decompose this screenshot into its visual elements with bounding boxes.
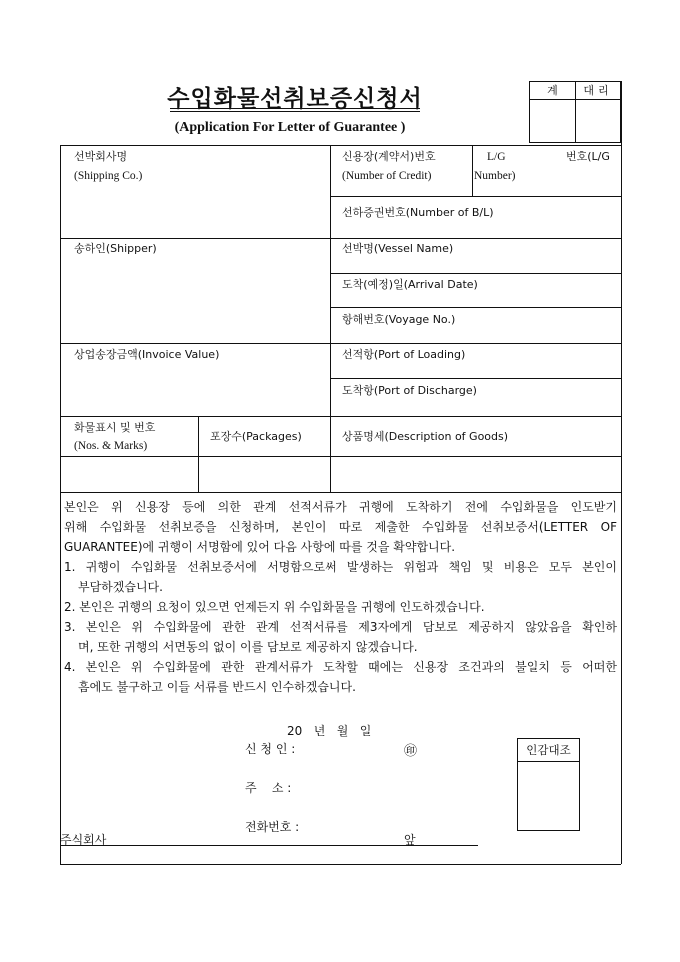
- seal-compare-label: 인감대조: [518, 739, 579, 762]
- goods-description-label: 상품명세(Description of Goods): [342, 430, 509, 443]
- table-border-left: [60, 145, 61, 864]
- marks-label: 화물표시 및 번호: [74, 421, 156, 434]
- approval-divider: [575, 100, 576, 142]
- lg-label: L/G: [487, 151, 506, 163]
- seal-mark: ㊞: [404, 744, 418, 759]
- vessel-label: 선박명(Vessel Name): [342, 242, 454, 255]
- row-divider: [60, 456, 621, 457]
- intro-line: 본인은 위 신용장 등에 의한 관계 선적서류가 귀행에 도착하기 전에 수입화물을 인도받기: [64, 500, 617, 514]
- form-subtitle: (Application For Letter of Guarantee ): [174, 120, 406, 135]
- packages-label: 포장수(Packages): [210, 430, 302, 443]
- approval-col-manager: 대리: [576, 82, 620, 100]
- column-divider: [472, 145, 473, 196]
- seal-compare-box: [517, 738, 580, 831]
- clause-3-cont: 며, 또한 귀행의 서면동의 없이 이를 담보로 제공하지 않겠습니다.: [78, 640, 418, 654]
- intro-line: GUARANTEE)에 귀행이 서명함에 있어 다음 사항에 따를 것을 확약합니다.: [64, 540, 456, 554]
- credit-no-label-en: (Number of Credit): [342, 170, 432, 182]
- row-divider: [60, 492, 621, 493]
- invoice-value-label: 상업송장금액(Invoice Value): [74, 348, 220, 361]
- clause-4: 4. 본인은 위 수입화물에 관한 관계서류가 도착할 때에는 신용장 조건과의 불일치 등 어떠한: [64, 660, 617, 674]
- company-label: 주식회사: [60, 833, 107, 847]
- row-divider: [60, 416, 621, 417]
- shipper-label: 송하인(Shipper): [74, 242, 157, 255]
- row-divider: [330, 307, 621, 308]
- clause-3: 3. 본인은 위 수입화물에 관한 관계 선적서류를 제3자에게 담보로 제공하지 않았음을 확인하: [64, 620, 617, 634]
- clause-2: 2. 본인은 귀행의 요청이 있으면 언제든지 위 수입화물을 귀행에 인도하겠습니다.: [64, 600, 485, 614]
- row-divider: [330, 378, 621, 379]
- approval-box: [529, 81, 621, 143]
- table-border-bottom: [60, 864, 621, 865]
- column-divider: [330, 145, 331, 492]
- undertaking-text: [64, 497, 617, 697]
- lg-no-label: 번호(L/G: [566, 150, 610, 163]
- phone-label: 전화번호 :: [245, 820, 300, 834]
- clause-4-cont: 흠에도 불구하고 이들 서류를 반드시 인수하겠습니다.: [78, 680, 356, 694]
- intro-line: 위해 수입화물 선취보증을 신청하며, 본인이 따로 제출한 수입화물 선취보증서(LETTER OF: [64, 520, 617, 534]
- address-label: 주 소 :: [245, 781, 292, 795]
- shipping-co-label-en: (Shipping Co.): [74, 170, 143, 182]
- row-divider: [60, 343, 621, 344]
- arrival-date-label: 도착(예정)일(Arrival Date): [342, 278, 478, 291]
- title-underline-2: [170, 111, 420, 112]
- row-divider: [60, 238, 621, 239]
- table-border-right: [621, 81, 622, 864]
- port-discharge-label: 도착항(Port of Discharge): [342, 384, 477, 397]
- voyage-no-label: 항해번호(Voyage No.): [342, 313, 456, 326]
- date-line: 20 년 월 일: [287, 724, 372, 738]
- shipping-co-label: 선박회사명: [74, 150, 128, 163]
- table-border-top: [60, 145, 621, 146]
- clause-1-cont: 부담하겠습니다.: [78, 580, 163, 594]
- applicant-label: 신 청 인 :: [245, 742, 296, 756]
- approval-col-staff: 계: [530, 82, 576, 100]
- credit-no-label: 신용장(계약서)번호: [342, 150, 436, 163]
- row-divider: [330, 273, 621, 274]
- lg-no-label-en: Number): [474, 170, 516, 182]
- column-divider: [198, 416, 199, 492]
- form-title: 수입화물선취보증신청서: [167, 86, 423, 112]
- clause-1: 1. 귀행이 수입화물 선취보증서에 서명함으로써 발생하는 위험과 책임 및 비용은 모두 본인이: [64, 560, 617, 574]
- title-underline: [170, 108, 420, 109]
- bl-no-label: 선하증권번호(Number of B/L): [342, 206, 494, 219]
- port-loading-label: 선적항(Port of Loading): [342, 348, 466, 361]
- row-divider: [330, 196, 621, 197]
- marks-label-en: (Nos. & Marks): [74, 440, 148, 452]
- to-label: 앞: [404, 833, 416, 847]
